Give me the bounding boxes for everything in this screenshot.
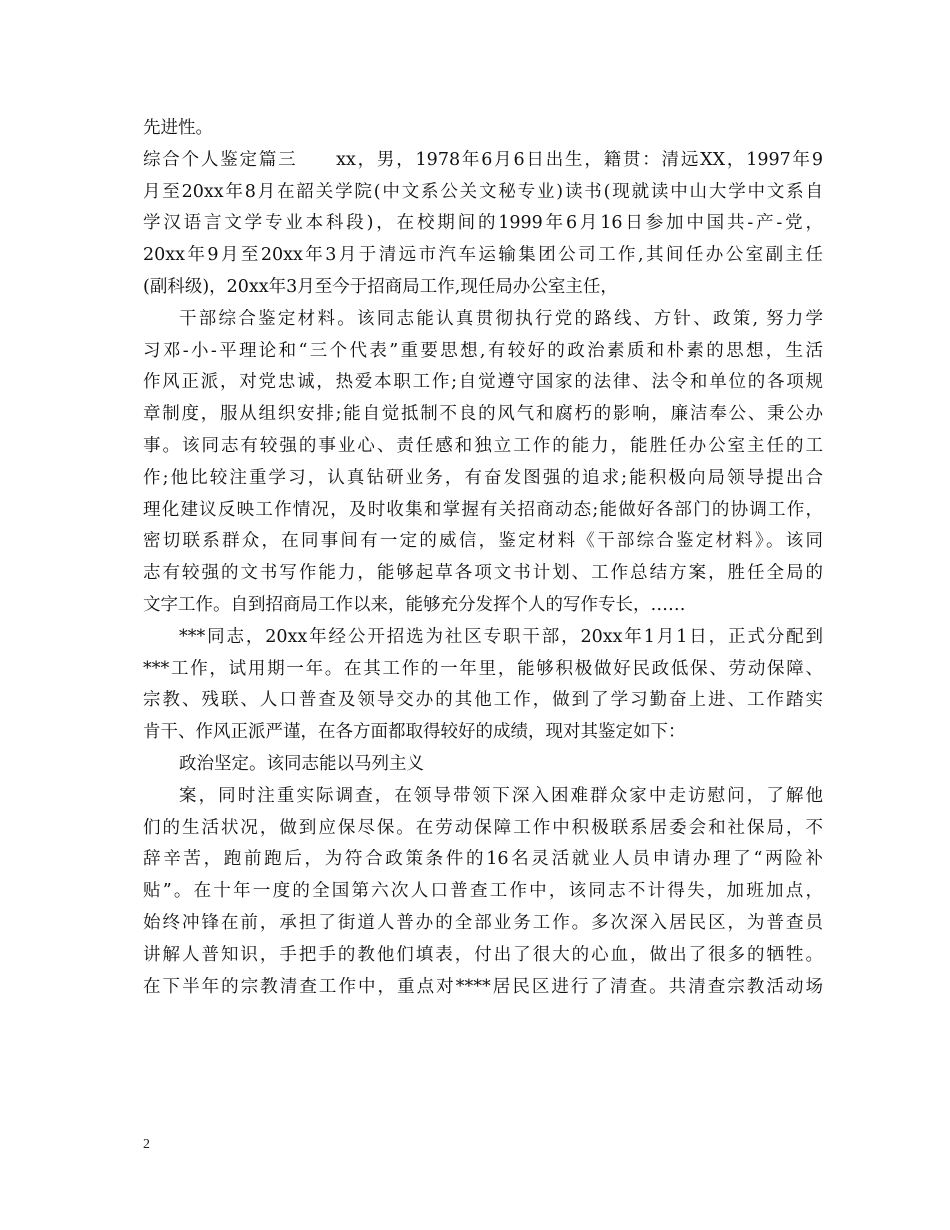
text-line: 作风正派，对党忠诚，热爱本职工作;自觉遵守国家的法律、法令和单位的各项规 (143, 372, 823, 393)
text-line: 辞辛苦，跑前跑后，为符合政策条件的16名灵活就业人员申请办理了“两险补 (143, 849, 823, 870)
text-line: 政治坚定。该同志能以马列主义 (179, 753, 424, 774)
text-line: 案，同时注重实际调查，在领导带领下深入困难群众家中走访慰问，了解他 (179, 785, 823, 806)
text-line: 学汉语言文学专业本科段)，在校期间的1999年6月16日参加中国共-产-党， (143, 213, 823, 234)
text-line: (副科级)，20xx年3月至今于招商局工作,现任局办公室主任， (143, 276, 618, 297)
text-line: 宗教、残联、人口普查及领导交办的其他工作，做到了学习勤奋上进、工作踏实 (143, 690, 823, 711)
text-line: 综合个人鉴定篇三 xx，男，1978年6月6日出生，籍贯：清远XX，1997年9 (143, 149, 823, 170)
text-line: 20xx年9月至20xx年3月于清远市汽车运输集团公司工作,其间任办公室副主任 (143, 245, 823, 266)
text-line: 作;他比较注重学习，认真钻研业务，有奋发图强的追求;能积极向局领导提出合 (143, 467, 823, 488)
text-line: 月至20xx年8月在韶关学院(中文系公关文秘专业)读书(现就读中山大学中文系自 (143, 181, 823, 202)
text-line: 事。该同志有较强的事业心、责任感和独立工作的能力，能胜任办公室主任的工 (143, 435, 823, 456)
text-line: 在下半年的宗教清查工作中，重点对****居民区进行了清查。共清查宗教活动场 (143, 976, 823, 997)
text-line: 们的生活状况，做到应保尽保。在劳动保障工作中积极联系居委会和社保局，不 (143, 817, 823, 838)
text-line: 始终冲锋在前，承担了街道人普办的全部业务工作。多次深入居民区，为普查员 (143, 912, 823, 933)
text-line: 理化建议反映工作情况，及时收集和掌握有关招商动态;能做好各部门的协调工作， (143, 499, 823, 520)
text-line: 章制度，服从组织安排;能自觉抵制不良的风气和腐朽的影响，廉洁奉公、秉公办 (143, 404, 823, 425)
text-line: 志有较强的文书写作能力，能够起草各项文书计划、工作总结方案，胜任全局的 (143, 563, 823, 584)
text-line: ***同志，20xx年经公开招选为社区专职干部，20xx年1月1日，正式分配到 (179, 626, 823, 647)
text-line: 先进性。 (143, 118, 213, 138)
text-line: 肯干、作风正派严谨，在各方面都取得较好的成绩，现对其鉴定如下： (143, 722, 686, 743)
text-line: 讲解人普知识，手把手的教他们填表，付出了很大的心血，做出了很多的牺牲。 (143, 944, 823, 965)
document-body (143, 113, 823, 1003)
text-line: ***工作，试用期一年。在其工作的一年里，能够积极做好民政低保、劳动保障、 (143, 658, 823, 679)
text-line: 干部综合鉴定材料。该同志能认真贯彻执行党的路线、方针、政策, 努力学 (179, 308, 823, 329)
text-line: 文字工作。自到招商局工作以来，能够充分发挥个人的写作专长，…… (143, 594, 686, 615)
text-line: 习邓-小-平理论和“三个代表”重要思想,有较好的政治素质和朴素的思想，生活 (143, 340, 823, 361)
page-number: 2 (143, 1137, 150, 1152)
text-line: 贴”。在十年一度的全国第六次人口普查工作中，该同志不计得失，加班加点， (143, 881, 823, 902)
text-line: 密切联系群众，在同事间有一定的威信，鉴定材料《干部综合鉴定材料》。该同 (143, 531, 823, 552)
